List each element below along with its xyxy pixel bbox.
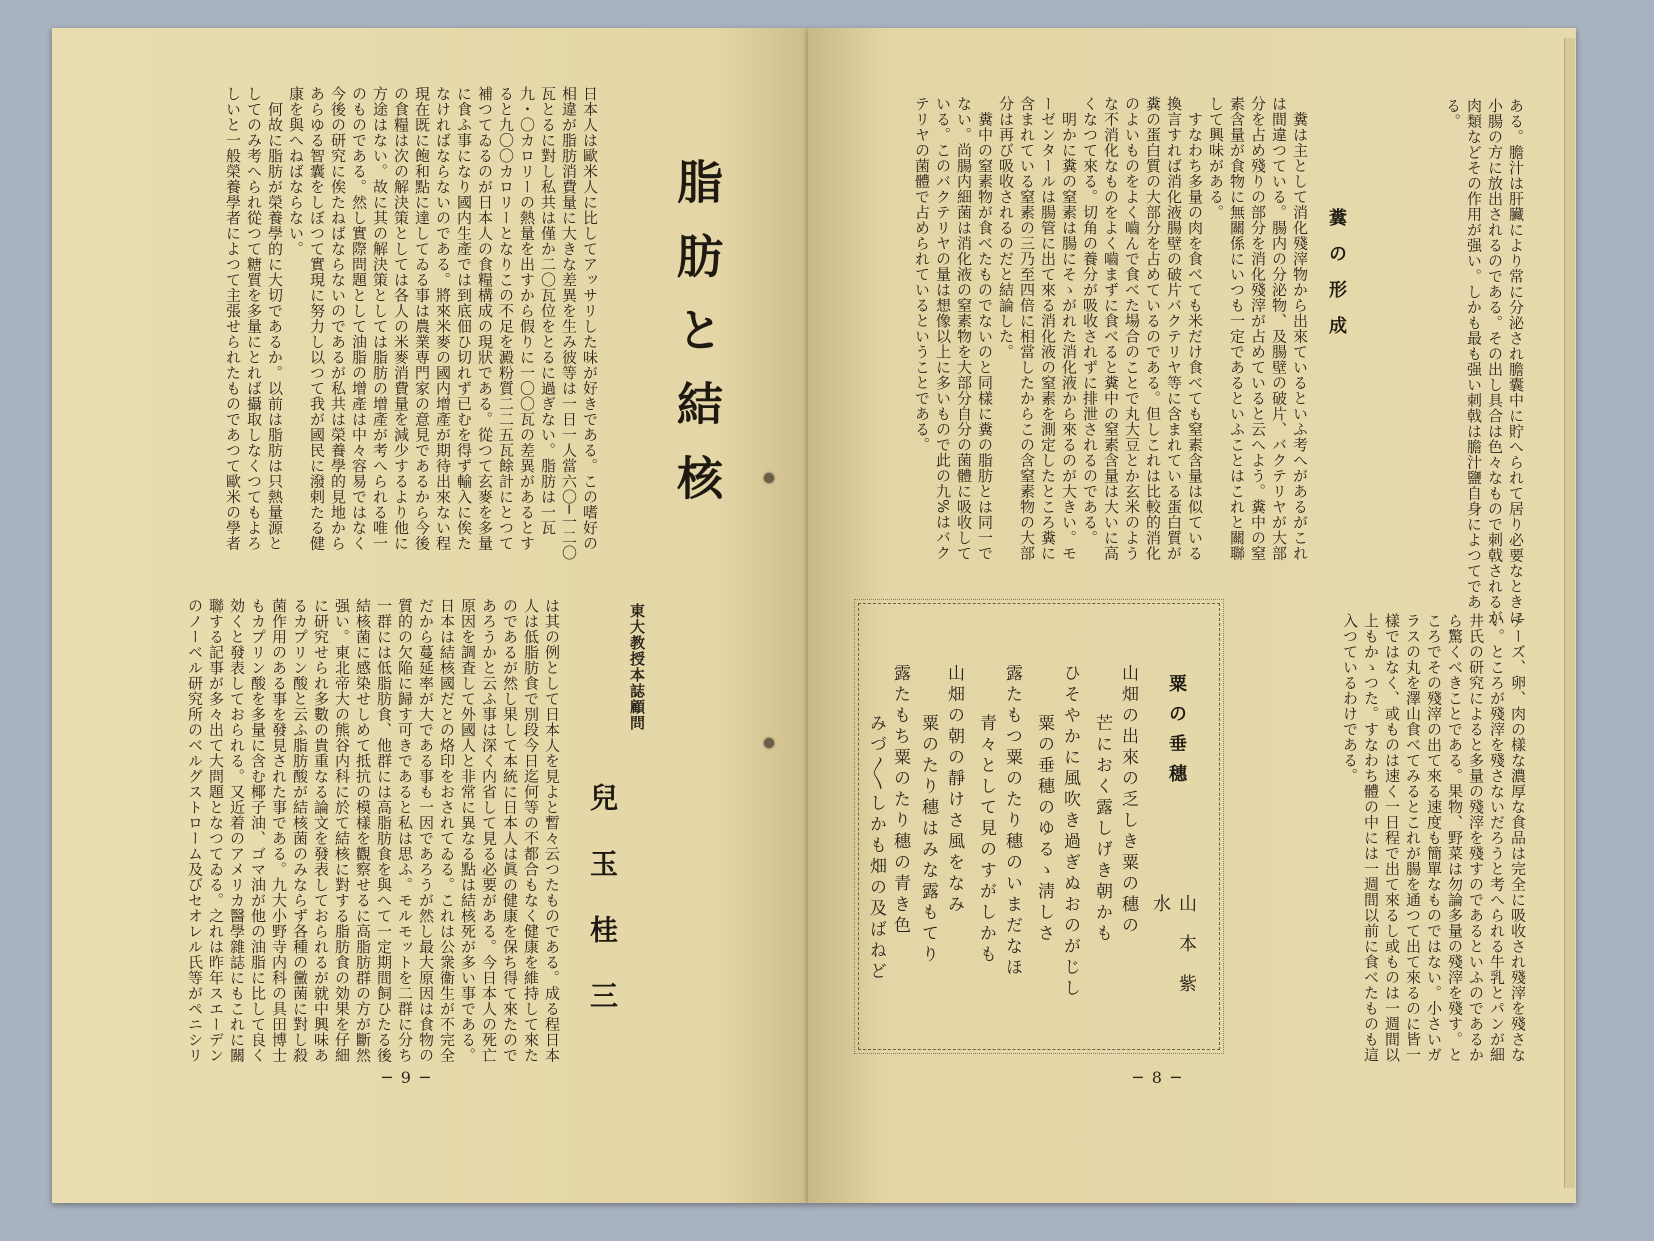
right-top-section-text: 糞は主として消化殘滓物から出來ているといふ考へがあるがこれは間違つている。腸内の分泌物、及腸壁の破片、バクテリヤが大部分を占め殘りの部分を消化殘滓が占めていると云へよう。糞中の窒素含量が食物に無關係にいつも一定であるといふことはこれと關聯して興味がある。 すなわち多量の肉を食べても米だけ食べても窒素含量は似ている換言すれば消化液腸壁の破片バクテリヤ等に含まれている蛋白質が糞の蛋白質の大部分を占めているのである。但しこれは比較的消化のよいものをよく嚙んで食べた場合のことで丸大豆とか玄米のような不消化なものをよく嚙まずに食べると糞中の窒素含量は大いに高くなつて來る。切角の養分が吸收されずに排泄されるのである。 明かに糞の窒素は腸にそゝがれた消化液から來るのが大きい。モーゼンタールは腸管に出て來る消化液の窒素を測定したところ糞に含まれている窒素の三乃至四倍に相當したからこの含窒素物の大部分は再び吸收されるのだと結論した。 糞中の窒素物が食べたものでないのと同樣に糞の脂肪とは同一でない。尚腸内細菌は消化液の窒素物を大部分自分の菌體に吸收している。このバクテリヤの量は想像以上に多いもので此の九%はバクテリヤの菌體で占められているということである。	[913, 96, 1309, 561]
page-edge-stack	[1564, 38, 1575, 1188]
poem-line: 山畑の朝の靜けさ風をなみ	[944, 664, 964, 916]
poem-line: 露たもち粟のたり穗の青き色	[890, 664, 910, 937]
book-spread	[44, 28, 1584, 1203]
right-page	[808, 28, 1576, 1203]
author-name: 兒玉桂三	[586, 783, 619, 1047]
right-top-intro-text: ある。膽汁は肝臟により常に分泌され膽囊中に貯へられて居り必要なときに小腸の方に放出されるのである。その出し具合は色々なもので刺戟されるが肉類などその作用が强い。しかも最も强い刺戟は膽汁鹽自身によつてである。	[1444, 98, 1525, 625]
poem-line: 粟の垂穗のゆるゝ淸しさ	[1034, 714, 1054, 945]
poem-title: 粟の垂穗	[1166, 674, 1187, 794]
right-bottom-body-text: チーズ、卵、肉の樣な濃厚な食品は完全に吸收され殘滓を殘さない。ところが殘滓を殘さないだろうと考へられる牛乳とパンが細井氏の研究によると多量の殘滓を殘すのであるといふのであるから驚くべきことである。果物、野菜は勿論多量の殘滓を殘す。ところでその殘滓の出て來る速度も簡單なものではない。小さいガラスの丸を澤山食べてみるとこれが腸を通つて出て來るのに皆一樣ではなく、或ものは速く一日程で出て來るし或ものは一週間以上もかゝつた。すなわち體の中には一週間以前に食べたものも這入つているわけである。	[1341, 613, 1527, 1063]
staple-top	[764, 473, 774, 483]
staple-bottom	[764, 738, 774, 748]
page-number-8: ─ 8 ─	[1133, 1068, 1183, 1087]
poem-line: 粟のたり穗はみな露もてり	[918, 714, 938, 966]
poem-box	[858, 603, 1220, 1050]
author-affiliation: 東大教授本誌顧問	[628, 603, 646, 731]
poem-line: 山畑の出來の乏しき粟の穗の	[1118, 664, 1138, 937]
left-bottom-body-text: は其の例として日本人を見よと暫々云つたものである。成る程日本人は低脂肪食で別段今日迄何等の不都合もなく健康を維持して來たのであるが然し果して本統に日本人は眞の健康を保ち得て來たのであろうかと云ふ事は深く内省して見る必要がある。今日本人の死亡原因を調査して外國人と非常に異なる點は結核死が多い事である。日本は結核國だとの烙印をおされてゐる。これは公衆衞生が不完全だから蔓延率が大である事も一因であろうが然し最大原因は食物の質的の欠陥に歸す可きであると私は思ふ。モルモットを二群に分ち一群には低脂肪食、他群には高脂肪食を與へて一定期間飼ひたる後結核菌に感染せしめて抵抗の模樣を觀察せるに高脂肪群の方が斷然强い。東北帝大の熊谷内科に於て結核に對する脂肪食の効果を仔細に研究せられ多數の貴重なる論文を發表しておられるが就中興味あるカプリン酸と云ふ脂肪酸が結核菌のみならず各種の黴菌に對し殺菌作用のある事を發見された事である。九大小野寺内科の具田博士もカプリン酸を多量に含む椰子油、ゴマ油が他の油脂に比して良く効くと發表しておられる。又近着のアメリカ醫學雜誌にもこれに關聯する記事が多々出て大問題となつてゐる。之れは昨年スエーデンのノーベル研究所のベルグストローム及びセオレル氏等がペニシリ	[186, 598, 561, 1063]
article-title: 脂肪と結核	[670, 158, 724, 528]
page-number-9: ─ 9 ─	[382, 1068, 432, 1087]
left-page	[52, 28, 808, 1203]
poem-line: みづ〳〵しかも畑の及ばねど	[866, 714, 886, 983]
poem-line: ひそやかに風吹き過ぎぬおのがじし	[1060, 664, 1080, 1000]
left-top-body-text: 日本人は歐米人に比してアッサリした味が好きである。この嗜好の相違が脂肪消費量に大きな差異を生み彼等は一日一人當六〇─一二〇瓦とるに對し私共は僅か二〇瓦位をとるに過ぎない。脂肪は一瓦九・〇カロリーの熱量を出すから假りに一〇〇瓦の差異があるとすると九〇〇カロリーとなりこの不足を澱粉質二二五瓦餘計にとつて補つてゐるのが日本人の食糧構成の現狀である。從つて玄麥を多量に食ふ事になり國内生產では到底佃ひ切れず已むを得ず輸入に俟たなければならないのである。將來米麥の國内增產が期待出來ない程現在既に飽和點に達してゐる事は農業専門家の意見であるから今後の食糧は次の解決策としては各人の米麥消費量を減少するより他に方途はない。故に其の解決策としては脂肪の增產が考へられる唯一のものである。然し實際問題として油脂の增產は中々容易ではなく今後の研究に俟たねばならないのであるが私共は榮養學的見地からあらゆる智囊をしぼつて實現に努力し以つて我が國民に潑剌たる健康を與へねばならない。 何故に脂肪が榮養學的に大切であるか。以前は脂肪は只熱量源としてのみ考へられ從つて糖質を多量にとれば攝取しなくつてもよろしいと一般榮養學者によつて主張せられたものであつて歐米の學者	[224, 86, 599, 561]
poem-line: 青々として見のすがしかも	[976, 714, 996, 966]
poem-line: 露たもつ粟のたり穗のいまだなほ	[1002, 664, 1022, 979]
poem-line: 芒におく露しげき朝かも	[1092, 714, 1112, 945]
poem-author: 山本紫水	[1150, 894, 1197, 1014]
section-heading-feces-formation: 糞の形成	[1326, 208, 1347, 352]
